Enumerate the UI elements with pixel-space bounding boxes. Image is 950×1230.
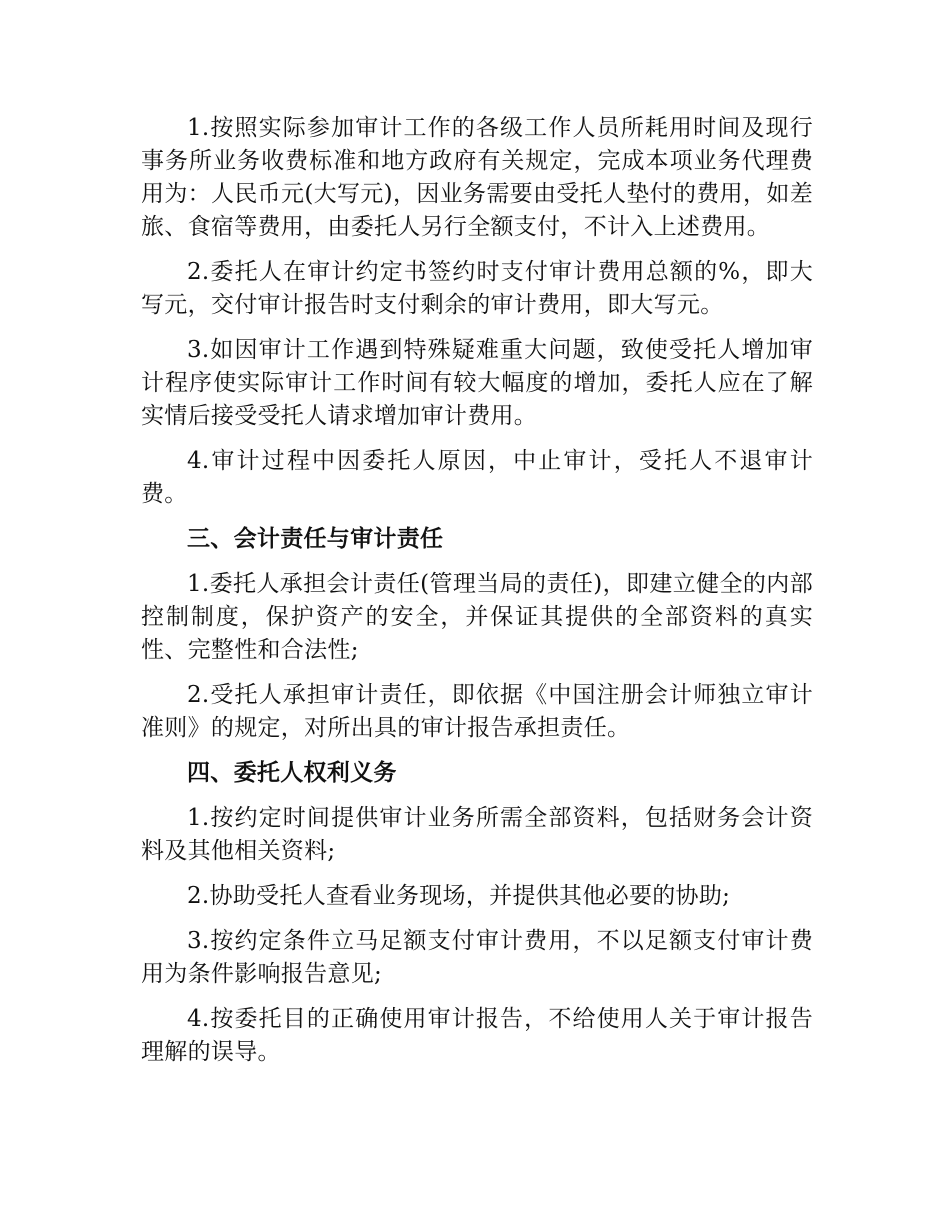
client-duty-paragraph-4: 4.按委托目的正确使用审计报告，不给使用人关于审计报告理解的误导。 [141, 1006, 813, 1065]
client-duty-paragraph-1: 1.按约定时间提供审计业务所需全部资料，包括财务会计资料及其他相关资料; [141, 805, 813, 864]
responsibility-paragraph-2: 2.受托人承担审计责任，即依据《中国注册会计师独立审计准则》的规定，对所出具的审计报告承担责任。 [141, 682, 813, 741]
client-duty-paragraph-2: 2.协助受托人查看业务现场，并提供其他必要的协助; [187, 883, 731, 909]
section-heading-responsibility: 三、会计责任与审计责任 [187, 526, 444, 552]
section-heading-client-rights: 四、委托人权利义务 [187, 760, 397, 786]
fee-paragraph-2: 2.委托人在审计约定书签约时支付审计费用总额的%，即大写元，交付审计报告时支付剩余的审计费用，即大写元。 [141, 259, 813, 318]
fee-paragraph-3: 3.如因审计工作遇到特殊疑难重大问题，致使受托人增加审计程序使实际审计工作时间有较大幅度的增加，委托人应在了解实情后接受受托人请求增加审计费用。 [141, 337, 813, 429]
client-duty-paragraph-3: 3.按约定条件立马足额支付审计费用，不以足额支付审计费用为条件影响报告意见; [141, 928, 813, 987]
fee-paragraph-4: 4.审计过程中因委托人原因，中止审计，受托人不退审计费。 [141, 448, 813, 507]
document-body [141, 112, 813, 1069]
fee-paragraph-1: 1.按照实际参加审计工作的各级工作人员所耗用时间及现行事务所业务收费标准和地方政府有关规定，完成本项业务代理费用为：人民币元(大写元)，因业务需要由受托人垫付的费用，如差旅、食宿等费用，由委托人另行全额支付，不计入上述费用。 [141, 115, 813, 240]
responsibility-paragraph-1: 1.委托人承担会计责任(管理当局的责任)，即建立健全的内部控制制度，保护资产的安全，并保证其提供的全部资料的真实性、完整性和合法性; [141, 571, 813, 663]
